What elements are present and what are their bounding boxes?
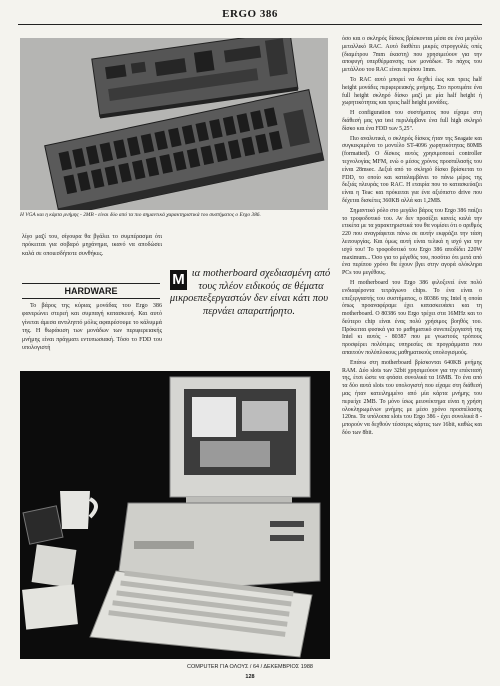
computer-illustration — [20, 371, 330, 659]
right-paragraph-2: Το RAC αυτό μπορεί να δεχθεί έως και τρεις half height μονάδες περιφερειακής μνήμης. Στο προτιμάτε ένα full height σκληρό δίσκο μαζί με μία half height ή χωρητικότητας και τρεις half height μονάδες. — [342, 76, 482, 107]
right-paragraph-1: όσο και ο σκληρός δίσκος βρίσκονται μέσα σε ένα μεγάλο μεταλλικό RAC. Αυτό διαθέτει μικρές στρογγυλές οπές (διαμέτρου 7mm έκαστη) που χρησιμεύουν για την αποφυγή υπερθέρμανσης των μονάδων. Το πάχος του μετάλλου του RAC είναι περίπου 1mm. — [342, 36, 482, 74]
left-column-intro — [22, 233, 162, 260]
right-paragraph-4: Πιο αναλυτικά, ο σκληρός δίσκος ήταν της Seagate και συγκεκριμένα το μοντέλο ST-4096 χωρητικότητας 80MB (formatted). Ο δίσκος αυτός χρησιμοποιεί controller τεχνολογίας MFM, ενώ ο μέσος χρόνος προσπέλασής του είναι 28msec. Δεξιά από το σκληρό δίσκο βρίσκεται το FDD, το οποίο και καταλαμβάνει το πάνω μέρος της δεξιάς πλευράς του RAC. Η εταιρία που το κατασκεύαζει είναι η Teac και πρόκειται για ένα αξιόπιστο drive που δέχεται δισκέτες 360KB αλλά και 1,2MB. — [342, 135, 482, 204]
right-paragraph-5: Σημαντικό ρόλο στο μεγάλο βάρος του Ergo 386 παίζει το τροφοδοτικό του. Αν δεν προσέξει κανείς καλά την ετικέτα με τα χαρακτηριστικά του θα νομίσει ότι ο αριθμός 220 που αναγράφεται πάνω σε αυτήν εκφράζει την τάση λειτουργίας. Και όμως αυτή είναι τελικά η ισχύ για την ισχύ του! Το τροφοδοτικό του Ergo 386 αποδίδει 220W maximum... Όσο για το μέγεθός του, ποσότιο ότι μετά από ένα περίπου χρόνο θα έχουν βγει στην αγορά ολόκληρα PCs του μεγέθους. — [342, 207, 482, 277]
pull-quote-text: ια motherboard σχεδιασμένη από τους πλέον ειδικούς σε θέματα μικροεπεξεργαστών δεν είναι κάτι που περνάει απαρατήρητο. — [169, 268, 331, 317]
page-header — [18, 6, 482, 25]
right-paragraph-6: Η motherboard του Ergo 386 φιλοξενεί ένα πολύ ενδιαφέροντα τετράγωνο chips. Το ένα είναι ο επεξεργαστής του συστήματος, ο 80386 της Intel η οποία όπως προαναφέραμε έχει κατασκευάσει και τη motherboard. Ο 80386 του Ergo τρέχει στα 16MHz και το δεύτερο chip είναι ένας πολύ χρήσιμος βοηθός του. Πρόκειται φυσικά για το μαθηματικό συνεπεξεργαστή της Intel κι αυτός - 80387 που με γνωστούς τρόπους προσφέρει πολύτιμες υπηρεσίες σε προγράμματα που απαιτούν πολύπλοκους μαθηματικούς υπολογισμούς. — [342, 279, 482, 357]
section-title-hardware: HARDWARE — [22, 283, 160, 299]
hardware-paragraph: Το βάρος της κύριας μονάδας του Ergo 386 φανερώνει στερεή και συμπαγή κατασκευή. Και αυτό γίνεται άμεσα αντιληπτό μόλις αφαιρέσουμε το κάλυμμά της. Η θωράκιση των μονάδων των περιφερειακής μνήμης είναι πράγματι εντυπωσιακή. Τόσο το FDD του υπολογιστή — [22, 303, 162, 352]
header-title: ERGO 386 — [222, 8, 278, 20]
left-column-hardware — [22, 302, 162, 354]
right-paragraph-7: Επάνω στη motherboard βρίσκονται 640KB μνήμης RAM. Δύο slots των 32bit χρησιμεύουν για την επέκτασή της, έτσι ώστε να φτάσει συνολικά τα 16MB. Το ένα από τα δύο αυτά slots του υπολογιστή που είχαμε στη διάθεσή μας ήταν κατειλημμένο από μία κάρτα μνήμης του περιείχε 2MB. Το μόνο ίσως μειονέκτημα είναι η χρήση ολοκληρωμένων μνήμης με μέσο χρόνο προσπέλασης 120ns. Τα υπόλοιπα slots του Ergo 386 - έχει συνολικά 8 - μπορούν να δεχθούν τέσσερις κάρτες των 16bit, καθώς και δύο των 8bit. — [342, 359, 482, 437]
computer-photo — [20, 371, 330, 659]
intro-paragraph: λίγο μαζί του, σίγουρα θα βγάλει το συμπέρασμα ότι πρόκειται για σοβαρό μηχάνημα, ικανό να αποδώσει καλά σε οποιεσδήποτε συνθήκες. — [22, 234, 162, 257]
page-footer: COMPUTER ΓΙΑ ΟΛΟΥΣ / 64 / ΔΕΚΕΜΒΡΙΟΣ 1988 — [187, 664, 313, 670]
right-column — [342, 36, 482, 440]
right-paragraph-3: Η configuration του συστήματος που είχαμε στη διάθεσή μας για test περιλάμβανε ένα full high σκληρό δίσκο και ένα FDD των 5,25". — [342, 110, 482, 132]
circuit-boards-illustration — [20, 38, 328, 210]
drop-cap: Μ — [170, 270, 187, 290]
photo-caption: Η VGA και η κάρτα μνήμης - 2MB - είναι δύο από τα πιο σημαντικά χαρακτηριστικά του συστήματος ο Ergo 386. — [20, 212, 261, 218]
pull-quote — [166, 268, 332, 368]
page-number: 128 — [245, 674, 255, 680]
circuit-boards-photo — [20, 38, 328, 210]
